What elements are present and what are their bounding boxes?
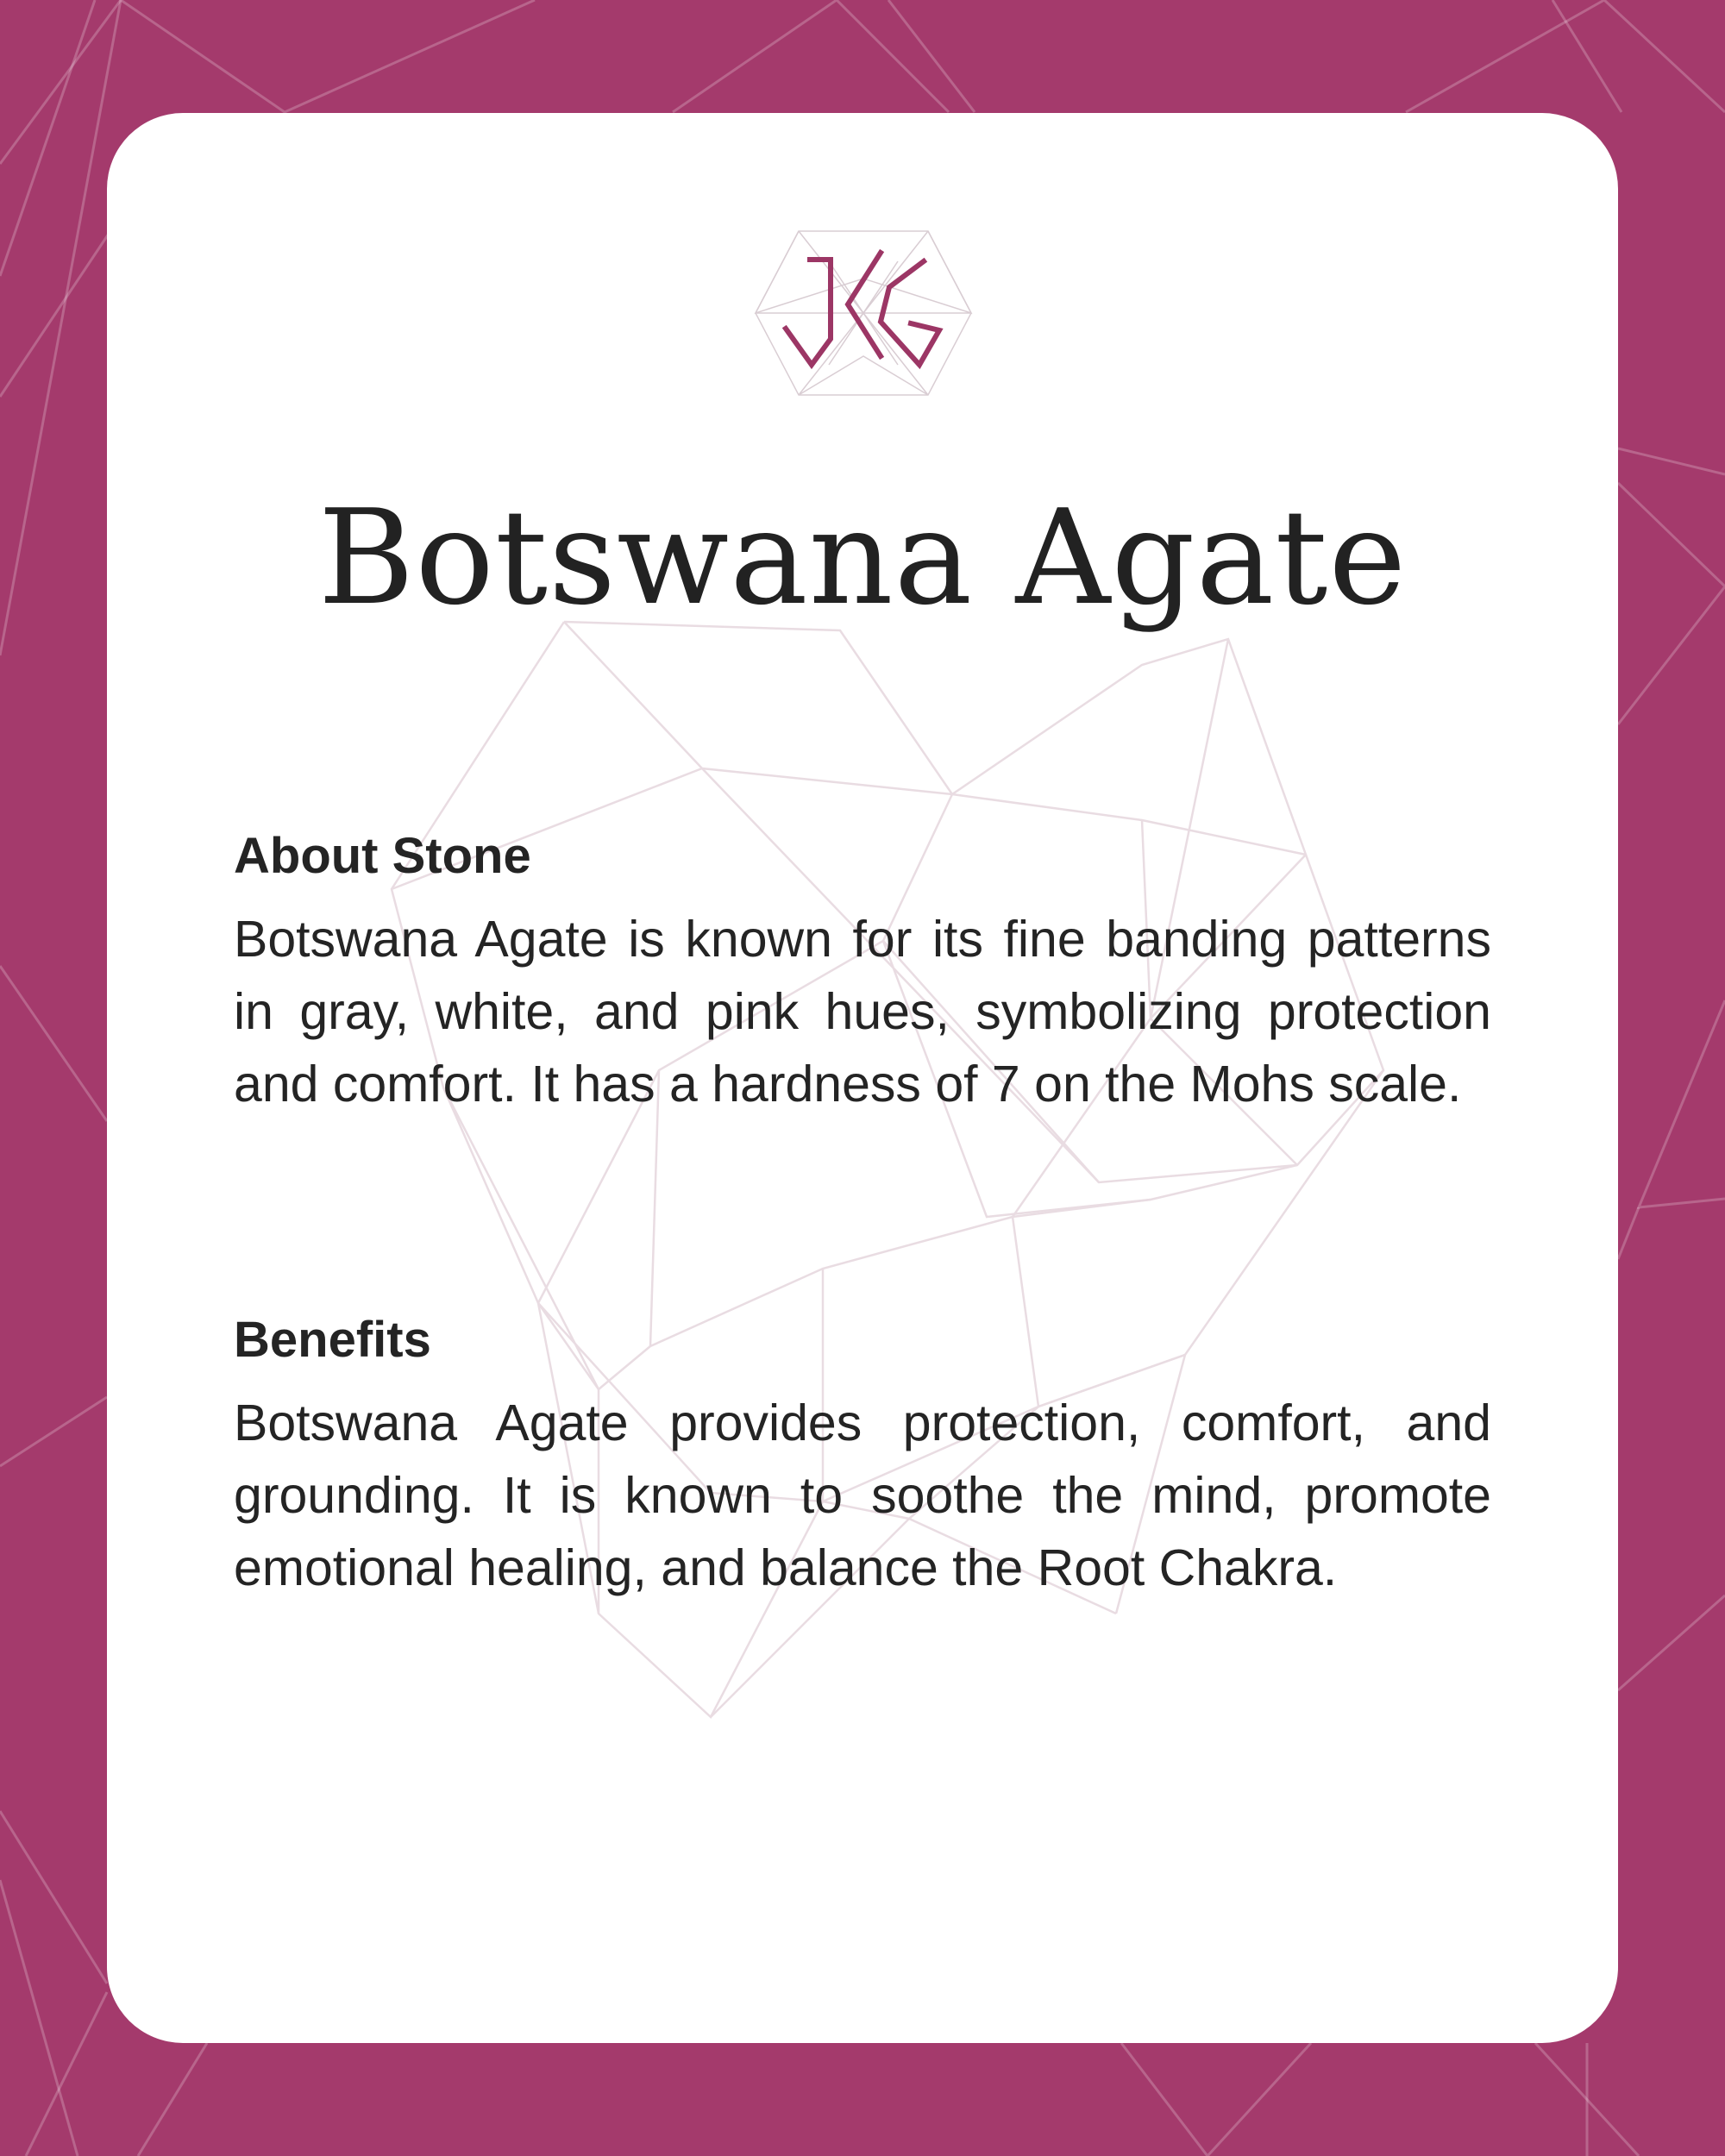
stone-card <box>107 113 1618 2043</box>
about-stone-heading: About Stone <box>234 828 531 884</box>
benefits-section <box>234 1313 1491 1604</box>
jcg-logo-icon <box>751 227 975 399</box>
about-stone-section <box>234 829 1491 1120</box>
benefits-heading: Benefits <box>234 1312 431 1368</box>
page-title: Botswana Agate <box>317 481 1408 634</box>
about-stone-text: Botswana Agate is known for its fine banding patterns in gray, white, and pink hues, symbolizing protection and comfort. It has a hardness of 7 on the Mohs scale. <box>234 910 1491 1112</box>
benefits-text: Botswana Agate provides protection, comfort, and grounding. It is known to soothe the mind, promote emotional healing, and balance the Root Chakra. <box>234 1394 1491 1596</box>
